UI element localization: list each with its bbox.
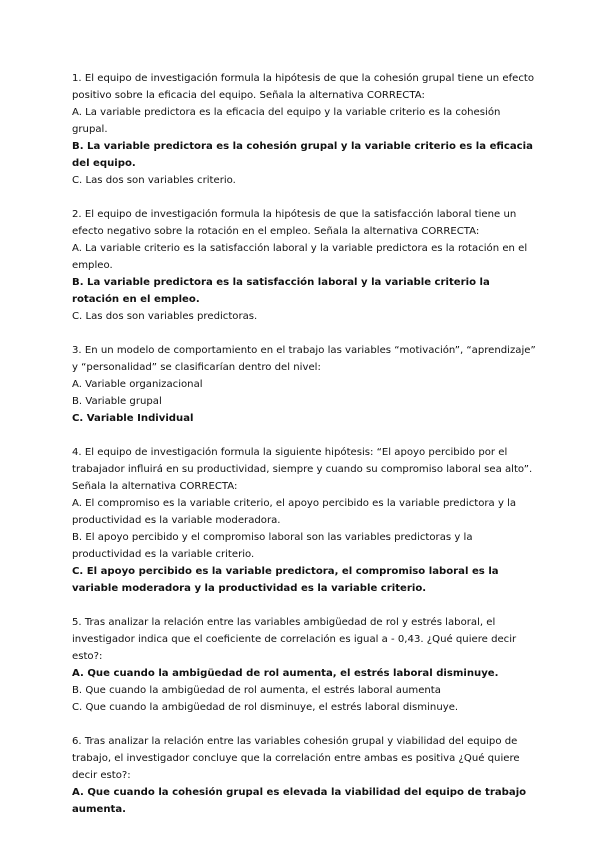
answer-option-c: C. Las dos son variables criterio. bbox=[72, 175, 236, 186]
question-stem-line: positivo sobre la eficacia del equipo. Señala la alternativa CORRECTA: bbox=[72, 90, 425, 101]
question-stem-line: esto?: bbox=[72, 651, 103, 662]
question-stem-line: 5. Tras analizar la relación entre las variables ambigüedad de rol y estrés laboral, el bbox=[72, 617, 496, 628]
question-1 bbox=[72, 70, 534, 189]
question-stem-line: efecto negativo sobre la rotación en el empleo. Señala la alternativa CORRECTA: bbox=[72, 226, 480, 237]
question-2 bbox=[72, 206, 534, 325]
answer-option-c-correct: C. Variable Individual bbox=[72, 413, 194, 424]
answer-option-b: B. Que cuando la ambigüedad de rol aumenta, el estrés laboral aumenta bbox=[72, 685, 441, 696]
document-page bbox=[72, 70, 534, 835]
question-stem-line: investigador indica que el coeficiente de correlación es igual a - 0,43. ¿Qué quiere decir bbox=[72, 634, 517, 645]
question-4 bbox=[72, 444, 534, 597]
question-stem-line: y “personalidad” se clasificarían dentro del nivel: bbox=[72, 362, 321, 373]
answer-option-c: C. Las dos son variables predictoras. bbox=[72, 311, 258, 322]
answer-option-a-correct: A. Que cuando la cohesión grupal es elevada la viabilidad del equipo de trabajo aumenta. bbox=[72, 787, 527, 815]
answer-option-b-correct: B. La variable predictora es la cohesión grupal y la variable criterio es la eficacia del equipo. bbox=[72, 141, 533, 169]
question-stem-line: trabajo, el investigador concluye que la correlación entre ambas es positiva ¿Qué quiere bbox=[72, 753, 520, 764]
answer-option-c-correct: C. El apoyo percibido es la variable predictora, el compromiso laboral es la variable moderadora y la productividad es la variable criterio. bbox=[72, 566, 499, 594]
question-stem-line: 3. En un modelo de comportamiento en el trabajo las variables “motivación”, “aprendizaje” bbox=[72, 345, 536, 356]
answer-option-b-correct: B. La variable predictora es la satisfacción laboral y la variable criterio la rotación en el empleo. bbox=[72, 277, 490, 305]
answer-option-a: A. Variable organizacional bbox=[72, 379, 203, 390]
question-3 bbox=[72, 342, 534, 427]
answer-option-a-correct: A. Que cuando la ambigüedad de rol aumenta, el estrés laboral disminuye. bbox=[72, 668, 499, 679]
answer-option-c: C. Que cuando la ambigüedad de rol disminuye, el estrés laboral disminuye. bbox=[72, 702, 459, 713]
answer-option-a: A. La variable criterio es la satisfacción laboral y la variable predictora es la rotación en el empleo. bbox=[72, 243, 528, 271]
answer-option-b: B. Variable grupal bbox=[72, 396, 162, 407]
question-stem-line: 4. El equipo de investigación formula la siguiente hipótesis: “El apoyo percibido por el bbox=[72, 447, 508, 458]
answer-option-a: A. El compromiso es la variable criterio, el apoyo percibido es la variable predictora y la productividad es la variable moderadora. bbox=[72, 498, 517, 526]
question-stem-line: 2. El equipo de investigación formula la hipótesis de que la satisfacción laboral tiene un bbox=[72, 209, 517, 220]
question-stem-line: 1. El equipo de investigación formula la hipótesis de que la cohesión grupal tiene un efecto bbox=[72, 73, 535, 84]
answer-option-a: A. La variable predictora es la eficacia del equipo y la variable criterio es la cohesión grupal. bbox=[72, 107, 501, 135]
question-stem-line: 6. Tras analizar la relación entre las variables cohesión grupal y viabilidad del equipo de bbox=[72, 736, 518, 747]
question-6 bbox=[72, 733, 534, 818]
question-5 bbox=[72, 614, 534, 716]
question-stem-line: decir esto?: bbox=[72, 770, 131, 781]
answer-option-b: B. El apoyo percibido y el compromiso laboral son las variables predictoras y la productividad es la variable criterio. bbox=[72, 532, 473, 560]
question-stem-line: trabajador influirá en su productividad, siempre y cuando su compromiso laboral sea alto”. bbox=[72, 464, 533, 475]
question-stem-line: Señala la alternativa CORRECTA: bbox=[72, 481, 238, 492]
